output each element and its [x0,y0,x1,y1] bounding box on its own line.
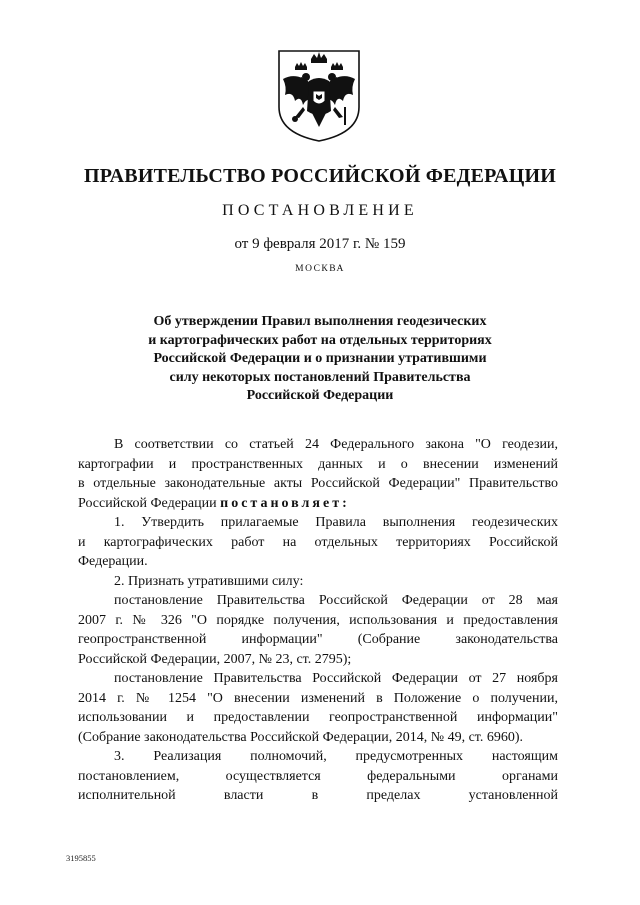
body-line: 1. Утвердить прилагаемые Правила выполнения геодезических [114,515,558,530]
body-line: В соответствии со статьей 24 Федерального закона "О геодезии, [114,437,558,452]
body-line: постановлением, осуществляется федеральными органами [78,768,558,784]
body-line: 3. Реализация полномочий, предусмотренных настоящим [114,749,558,764]
body-line: 2014 г. № 1254 "О внесении изменений в Положение о получении, [78,690,558,706]
title-line: Российской Федерации и о признании утратившими [153,351,487,366]
body-line: картографии и пространственных данных и о внесении изменений [78,456,558,472]
title-line: и картографических работ на отдельных территориях [148,332,492,348]
document-id: 3195855 [66,853,96,863]
body-line: 2. Признать утратившими силу: [114,573,304,589]
body-line: 2007 г. № 326 "О порядке получения, использования и предоставления [78,612,558,628]
body-line: (Собрание законодательства Российской Федерации, 2014, № 49, ст. 6960). [78,729,524,745]
document-date-number: от 9 февраля 2017 г. № 159 [234,236,406,252]
document-city: МОСКВА [295,264,345,274]
title-line: Российской Федерации [246,388,394,403]
russian-coat-of-arms-icon [273,45,365,143]
title-line: Об утверждении Правил выполнения геодезических [153,314,487,329]
document-type: ПОСТАНОВЛЕНИЕ [222,202,418,219]
body-line: постановление Правительства Российской Федерации от 28 мая [114,593,558,608]
document-body [78,435,558,806]
government-name: ПРАВИТЕЛЬСТВО РОССИЙСКОЙ ФЕДЕРАЦИИ [84,165,556,187]
resolves-word: постановляет: [220,495,350,511]
body-line [78,494,558,514]
body-text: Российской Федерации [78,495,221,511]
body-line: Федерации. [78,554,148,569]
document-title [100,313,540,406]
body-line: исполнительной власти в пределах установленной [78,788,558,803]
body-line: геопространственной информации" (Собрание законодательства [78,632,558,647]
body-line: постановление Правительства Российской Федерации от 27 ноября [114,671,558,686]
title-line: силу некоторых постановлений Правительства [169,369,471,385]
body-line: использовании и предоставлении геопространственной информации" [78,710,558,725]
body-line: и картографических работ на отдельных территориях Российской [78,534,558,550]
body-line: Российской Федерации, 2007, № 23, ст. 2795); [78,651,352,667]
body-line: в отдельные законодательные акты Российской Федерации" Правительство [78,476,558,491]
